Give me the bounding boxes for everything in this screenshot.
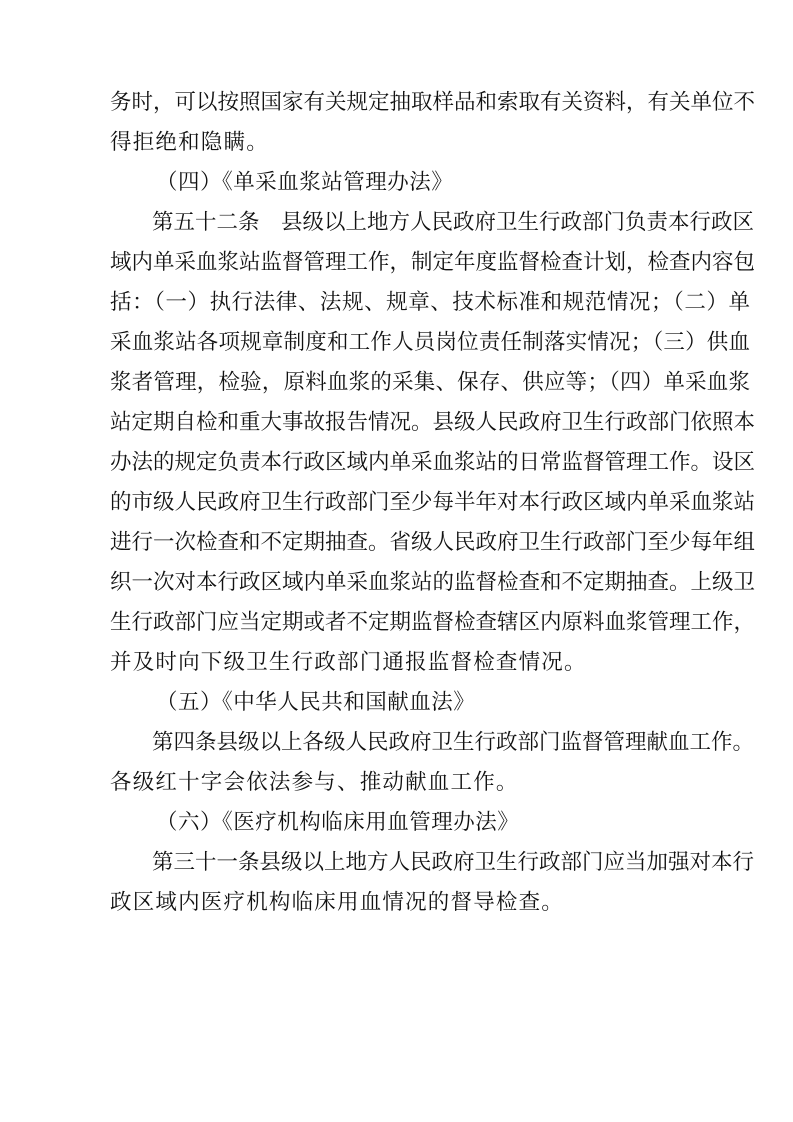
article-4-line: 各级红十字会依法参与、推动献血工作。 bbox=[110, 770, 519, 795]
paragraph-line: 务时，可以按照国家有关规定抽取样品和索取有关资料，有关单位不 bbox=[110, 90, 756, 115]
article-52-line: 第五十二条 县级以上地方人民政府卫生行政部门负责本行政区 bbox=[152, 210, 755, 235]
section-heading-4: （四）《单采血浆站管理办法》 bbox=[156, 170, 454, 195]
section-heading-5: （五）《中华人民共和国献血法》 bbox=[156, 690, 476, 715]
article-52-line: 办法的规定负责本行政区域内单采血浆站的日常监督管理工作。设区 bbox=[110, 450, 756, 475]
article-52-line: 进行一次检查和不定期抽查。省级人民政府卫生行政部门至少每年组 bbox=[110, 530, 756, 555]
article-52-line: 括：（一）执行法律、法规、规章、技术标准和规范情况；（二）单 bbox=[110, 290, 750, 315]
article-31-line: 政区域内医疗机构临床用血情况的督导检查。 bbox=[110, 890, 565, 915]
article-52-line: 织一次对本行政区域内单采血浆站的监督检查和不定期抽查。上级卫 bbox=[110, 570, 756, 595]
article-52-line: 并及时向下级卫生行政部门通报监督检查情况。 bbox=[110, 650, 587, 675]
article-52-line: 生行政部门应当定期或者不定期监督检查辖区内原料血浆管理工作， bbox=[110, 610, 756, 635]
article-52-line: 域内单采血浆站监督管理工作，制定年度监督检查计划，检查内容包 bbox=[110, 250, 756, 275]
article-52-line: 站定期自检和重大事故报告情况。县级人民政府卫生行政部门依照本 bbox=[110, 410, 756, 435]
article-52-line: 的市级人民政府卫生行政部门至少每半年对本行政区域内单采血浆站 bbox=[110, 490, 756, 515]
article-52-line: 采血浆站各项规章制度和工作人员岗位责任制落实情况；（三）供血 bbox=[110, 330, 750, 355]
article-52-line: 浆者管理，检验，原料血浆的采集、保存、供应等；（四）单采血浆 bbox=[110, 370, 750, 395]
article-31-line: 第三十一条县级以上地方人民政府卫生行政部门应当加强对本行 bbox=[152, 850, 755, 875]
section-heading-6: （六）《医疗机构临床用血管理办法》 bbox=[156, 810, 520, 835]
article-4-line: 第四条县级以上各级人民政府卫生行政部门监督管理献血工作。 bbox=[152, 730, 755, 755]
paragraph-line: 得拒绝和隐瞒。 bbox=[110, 130, 269, 155]
document-page bbox=[110, 83, 756, 923]
